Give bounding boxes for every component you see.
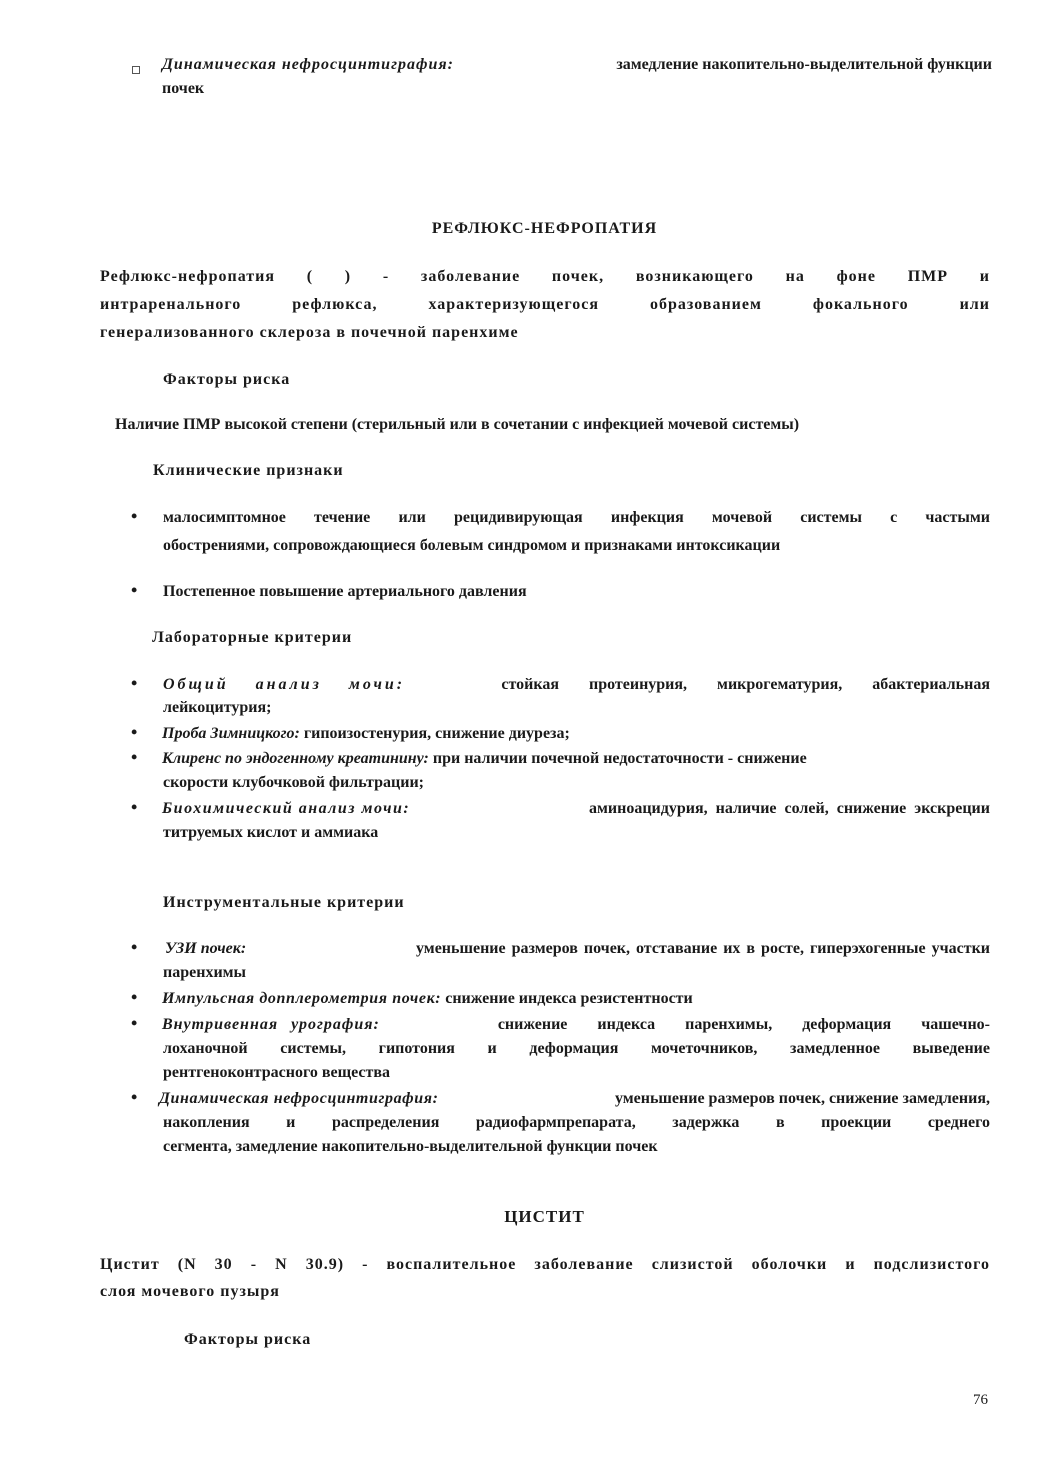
checkbox-bullet — [132, 66, 140, 74]
intro-line — [162, 56, 992, 74]
cystitis-def-line-1: Цистит (N 30 - N 30.9) - воспалительное заболевание слизистой оболочки и подслизистого — [100, 1256, 990, 1273]
instr-heading: Инструментальные критерии — [163, 894, 405, 911]
lab-heading: Лабораторные критерии — [152, 629, 353, 646]
lab-item-4-cont: титруемых кислот и аммиака — [163, 824, 379, 841]
instr-item-3-cont-2: рентгеноконтрасного вещества — [163, 1064, 390, 1081]
instr-item-4-cont-1: накопления и распределения радиофармпрепарата, задержка в проекции среднего — [163, 1114, 990, 1131]
clin-heading: Клинические признаки — [153, 462, 344, 479]
intro-text: замедление накопительно-выделительной функции — [616, 56, 992, 73]
instr-item-2 — [162, 990, 693, 1008]
instr-item-2-text: снижение индекса резистентности — [441, 990, 693, 1007]
bullet: • — [131, 987, 138, 1007]
instr-item-3-label: Внутривенная урография: — [162, 1016, 380, 1033]
section-heading-reflux: РЕФЛЮКС-НЕФРОПАТИЯ — [431, 220, 658, 237]
lab-item-4-label: Биохимический анализ мочи: — [162, 800, 411, 817]
bullet: • — [131, 580, 138, 600]
reflux-def-line-1: Рефлюкс-нефропатия ( ) - заболевание почек, возникающего на фоне ПМР и — [100, 268, 990, 285]
instr-item-3-cont-1: лоханочной системы, гипотония и деформация мочеточников, замедленное выведение — [163, 1040, 990, 1057]
instr-item-1-cont-1: паренхимы — [163, 964, 247, 981]
reflux-def-line-3: генерализованного склероза в почечной паренхиме — [100, 324, 519, 341]
clin-item-2: Постепенное повышение артериального давления — [163, 583, 527, 600]
lab-item-4-text: аминоацидурия, наличие солей, снижение экскреции — [588, 800, 990, 817]
bullet: • — [131, 747, 138, 767]
bullet: • — [131, 506, 138, 526]
instr-item-4-text: уменьшение размеров почек, снижение замедления, — [614, 1090, 990, 1107]
bullet: • — [131, 797, 138, 817]
instr-item-4 — [159, 1090, 990, 1108]
instr-item-4-label: Динамическая нефросцинтиграфия: — [159, 1090, 439, 1107]
risk-text: Наличие ПМР высокой степени (стерильный или в сочетании с инфекцией мочевой системы) — [115, 416, 800, 433]
lab-item-4 — [162, 800, 990, 818]
lab-item-1-cont: лейкоцитурия; — [163, 699, 272, 716]
cystitis-risk-heading: Факторы риска — [184, 1331, 312, 1348]
reflux-def-line-2: интраренального рефлюкса, характеризующегося образованием фокального или — [100, 296, 990, 313]
intro-cont: почек — [162, 80, 205, 97]
clin-item-1-line-2: обострениями, сопровождающиеся болевым синдромом и признаками интоксикации — [163, 537, 781, 554]
lab-item-2 — [162, 725, 570, 743]
lab-item-2-text: гипоизостенурия, снижение диуреза; — [299, 725, 570, 742]
instr-item-1-text: уменьшение размеров почек, отставание их в росте, гиперэхогенные участки — [416, 940, 990, 957]
instr-item-4-cont-2: сегмента, замедление накопительно-выделительной функции почек — [163, 1138, 658, 1155]
instr-item-3-text: снижение индекса паренхимы, деформация чашечно- — [497, 1016, 990, 1033]
lab-item-1-text: стойкая протеинурия, микрогематурия, абактериальная — [501, 676, 990, 693]
instr-item-1 — [165, 940, 990, 958]
lab-item-3-text: при наличии почечной недостаточности - снижение — [428, 750, 807, 767]
lab-item-3 — [162, 750, 807, 768]
lab-item-1-label: Общий анализ мочи: — [163, 676, 406, 693]
bullet: • — [131, 722, 138, 742]
lab-item-3-label: Клиренс по эндогенному креатинину: — [162, 750, 429, 767]
bullet: • — [131, 1087, 138, 1107]
intro-title: Динамическая нефросцинтиграфия: — [162, 56, 454, 73]
cystitis-def-line-2: слоя мочевого пузыря — [100, 1283, 280, 1300]
lab-item-1 — [163, 676, 990, 694]
section-heading-cystitis: ЦИСТИТ — [504, 1207, 585, 1226]
bullet: • — [131, 1013, 138, 1033]
instr-item-3 — [162, 1016, 990, 1034]
bullet: • — [131, 673, 138, 693]
lab-item-3-cont: скорости клубочковой фильтрации; — [163, 774, 424, 791]
clin-item-1-line-1: малосимптомное течение или рецидивирующая инфекция мочевой системы с частыми — [163, 509, 990, 526]
instr-item-1-label: УЗИ почек: — [165, 940, 247, 957]
page-number: 76 — [973, 1392, 988, 1408]
risk-heading: Факторы риска — [163, 371, 291, 388]
instr-item-2-label: Импульсная допплерометрия почек: — [162, 990, 442, 1007]
lab-item-2-label: Проба Зимницкого: — [162, 725, 300, 742]
bullet: • — [131, 937, 138, 957]
